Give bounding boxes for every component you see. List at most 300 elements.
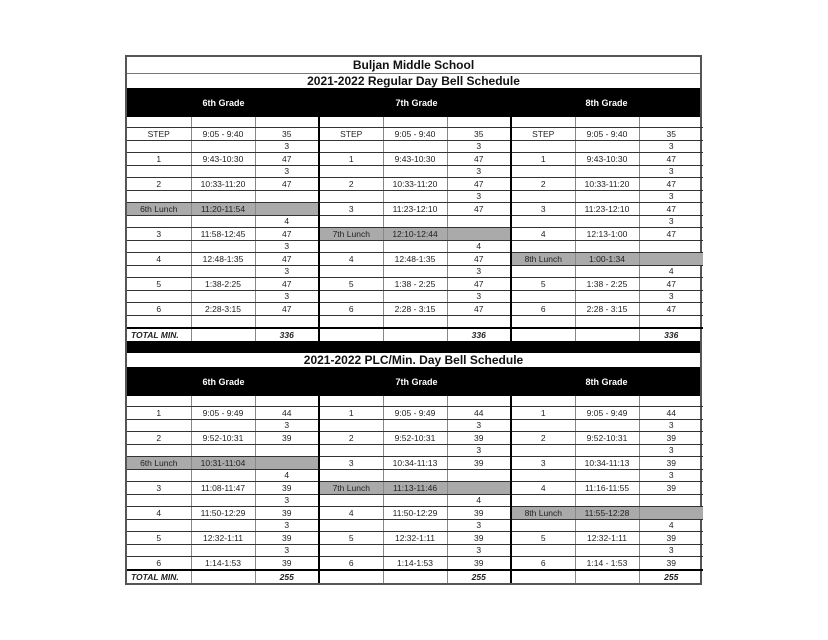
g8-period-cell: 1 <box>511 153 575 166</box>
g8-minutes-cell: 39 <box>639 557 703 571</box>
g6-minutes-cell: 47 <box>255 253 319 266</box>
g8-period-cell <box>511 545 575 557</box>
g6-time-cell <box>191 445 255 457</box>
g6-minutes-cell: 3 <box>255 166 319 178</box>
g6-time-cell: 9:05 - 9:40 <box>191 128 255 141</box>
g6-minutes-cell: 47 <box>255 228 319 241</box>
g8-time-cell: 11:23-12:10 <box>575 203 639 216</box>
g7-minutes-cell: 47 <box>447 253 511 266</box>
g6-minutes-cell: 4 <box>255 216 319 228</box>
g6-period-cell <box>127 241 191 253</box>
g6-time-cell <box>191 291 255 303</box>
g8-period-cell: 2 <box>511 178 575 191</box>
total-minutes-label: TOTAL MIN. <box>127 570 191 583</box>
g7-minutes-cell: 3 <box>447 141 511 153</box>
g7-time-cell: 11:50-12:29 <box>383 507 447 520</box>
g6-time-cell <box>191 216 255 228</box>
g7-time-cell <box>383 191 447 203</box>
g6-minutes-cell <box>255 117 319 128</box>
g8-time-cell <box>575 266 639 278</box>
g8-minutes-cell <box>639 507 703 520</box>
period-row <box>127 303 703 316</box>
g8-time-cell: 9:05 - 9:40 <box>575 128 639 141</box>
g6-time-cell <box>191 266 255 278</box>
g7-time-cell: 11:13-11:46 <box>383 482 447 495</box>
g8-minutes-cell: 3 <box>639 470 703 482</box>
g6-time-cell: 9:05 - 9:49 <box>191 407 255 420</box>
g7-time-cell: 10:34-11:13 <box>383 457 447 470</box>
g6-period-cell: 3 <box>127 482 191 495</box>
g6-minutes-cell: 35 <box>255 128 319 141</box>
g6-time-cell: 1:14-1:53 <box>191 557 255 571</box>
g8-period-cell <box>511 495 575 507</box>
g7-minutes-cell: 47 <box>447 178 511 191</box>
g6-period-cell: 5 <box>127 278 191 291</box>
g8-minutes-cell: 47 <box>639 228 703 241</box>
empty-cell <box>191 570 255 583</box>
empty-cell <box>383 570 447 583</box>
g7-time-cell <box>383 216 447 228</box>
period-row <box>127 407 703 420</box>
g8-time-cell <box>575 445 639 457</box>
g6-minutes-cell <box>255 445 319 457</box>
g8-time-cell: 10:34-11:13 <box>575 457 639 470</box>
g7-time-cell: 9:05 - 9:40 <box>383 128 447 141</box>
total-row <box>127 328 703 341</box>
g6-period-cell: 6 <box>127 303 191 316</box>
g6-period-cell <box>127 420 191 432</box>
g6-minutes-cell: 47 <box>255 303 319 316</box>
g7-time-cell <box>383 141 447 153</box>
g8-period-cell <box>511 216 575 228</box>
g7-period-cell <box>319 166 383 178</box>
g6-minutes-cell: 39 <box>255 432 319 445</box>
g8-time-cell <box>575 470 639 482</box>
g8-period-cell: 4 <box>511 482 575 495</box>
g8-time-cell: 10:33-11:20 <box>575 178 639 191</box>
g8-minutes-cell: 3 <box>639 420 703 432</box>
g8-time-cell <box>575 316 639 329</box>
g6-time-cell: 1:38-2:25 <box>191 278 255 291</box>
g8-time-cell: 1:14 - 1:53 <box>575 557 639 571</box>
g7-time-cell <box>383 445 447 457</box>
g7-minutes-cell: 3 <box>447 420 511 432</box>
g8-time-cell: 11:16-11:55 <box>575 482 639 495</box>
g8-period-cell: 1 <box>511 407 575 420</box>
g7-time-cell: 2:28 - 3:15 <box>383 303 447 316</box>
total-minutes-value: 255 <box>447 570 511 583</box>
g8-minutes-cell: 47 <box>639 153 703 166</box>
period-row <box>127 203 703 216</box>
g6-minutes-cell: 47 <box>255 178 319 191</box>
g8-period-cell: 6 <box>511 557 575 571</box>
passing-row <box>127 191 703 203</box>
g6-period-cell <box>127 191 191 203</box>
g7-period-cell: 5 <box>319 278 383 291</box>
g6-minutes-cell <box>255 203 319 216</box>
g7-time-cell <box>383 396 447 407</box>
g8-period-cell: STEP <box>511 128 575 141</box>
g8-minutes-cell <box>639 316 703 329</box>
g8-period-cell <box>511 420 575 432</box>
g7-period-cell: 4 <box>319 253 383 266</box>
g8-time-cell: 1:00-1:34 <box>575 253 639 266</box>
g8-minutes-cell: 39 <box>639 532 703 545</box>
g6-period-cell: 5 <box>127 532 191 545</box>
g8-period-cell: 5 <box>511 532 575 545</box>
g8-minutes-cell: 44 <box>639 407 703 420</box>
g8-minutes-cell: 47 <box>639 178 703 191</box>
g8-time-cell: 11:55-12:28 <box>575 507 639 520</box>
g6-period-cell: 6th Lunch <box>127 457 191 470</box>
g6-minutes-cell: 47 <box>255 278 319 291</box>
g8-minutes-cell: 35 <box>639 128 703 141</box>
g8-minutes-cell <box>639 495 703 507</box>
g8-time-cell <box>575 241 639 253</box>
g6-period-cell: 2 <box>127 432 191 445</box>
g7-minutes-cell: 39 <box>447 432 511 445</box>
passing-row <box>127 291 703 303</box>
g6-period-cell: 4 <box>127 507 191 520</box>
g6-time-cell <box>191 141 255 153</box>
regular-grade-header <box>127 89 700 117</box>
regular-schedule-title: 2021-2022 Regular Day Bell Schedule <box>127 74 700 89</box>
g6-time-cell: 11:08-11:47 <box>191 482 255 495</box>
g8-time-cell <box>575 545 639 557</box>
g6-minutes-cell: 4 <box>255 470 319 482</box>
g8-period-cell <box>511 291 575 303</box>
g6-minutes-cell: 39 <box>255 507 319 520</box>
g8-period-cell <box>511 117 575 128</box>
g8-minutes-cell: 39 <box>639 482 703 495</box>
empty-cell <box>511 570 575 583</box>
g8-period-cell <box>511 520 575 532</box>
g6-period-cell <box>127 266 191 278</box>
g7-period-cell: 6 <box>319 303 383 316</box>
g6-time-cell <box>191 241 255 253</box>
section-divider <box>127 341 700 353</box>
g7-period-cell: 7th Lunch <box>319 228 383 241</box>
g8-minutes-cell: 47 <box>639 303 703 316</box>
g8-period-cell <box>511 241 575 253</box>
g8-period-cell <box>511 316 575 329</box>
g6-time-cell <box>191 166 255 178</box>
g8-period-cell: 6 <box>511 303 575 316</box>
g6-minutes-cell: 3 <box>255 520 319 532</box>
g7-time-cell: 1:38 - 2:25 <box>383 278 447 291</box>
g7-minutes-cell: 47 <box>447 303 511 316</box>
g7-time-cell <box>383 166 447 178</box>
g6-period-cell <box>127 117 191 128</box>
g6-minutes-cell <box>255 396 319 407</box>
g7-period-cell <box>319 191 383 203</box>
g6-minutes-cell: 3 <box>255 141 319 153</box>
g6-time-cell <box>191 520 255 532</box>
g7-time-cell: 9:52-10:31 <box>383 432 447 445</box>
g7-minutes-cell: 39 <box>447 532 511 545</box>
g6-minutes-cell <box>255 191 319 203</box>
g6-period-cell <box>127 216 191 228</box>
period-row <box>127 128 703 141</box>
spacer-row <box>127 396 703 407</box>
g7-period-cell <box>319 420 383 432</box>
g8-time-cell <box>575 166 639 178</box>
grade-header-6th: 6th Grade <box>202 98 245 108</box>
g6-period-cell <box>127 141 191 153</box>
g7-period-cell <box>319 316 383 329</box>
g7-minutes-cell <box>447 396 511 407</box>
g6-time-cell: 11:20-11:54 <box>191 203 255 216</box>
g7-period-cell <box>319 241 383 253</box>
g7-period-cell: 2 <box>319 432 383 445</box>
g8-minutes-cell: 4 <box>639 520 703 532</box>
g7-period-cell <box>319 495 383 507</box>
g6-minutes-cell <box>255 457 319 470</box>
g6-period-cell: 3 <box>127 228 191 241</box>
passing-row <box>127 520 703 532</box>
passing-row <box>127 316 703 329</box>
g8-time-cell <box>575 520 639 532</box>
g7-time-cell <box>383 520 447 532</box>
g8-period-cell: 3 <box>511 203 575 216</box>
g7-period-cell: 4 <box>319 507 383 520</box>
school-name: Buljan Middle School <box>127 57 700 74</box>
g7-time-cell <box>383 291 447 303</box>
passing-row <box>127 495 703 507</box>
g6-period-cell <box>127 166 191 178</box>
g6-minutes-cell <box>255 316 319 329</box>
g7-period-cell: 2 <box>319 178 383 191</box>
g8-minutes-cell: 3 <box>639 445 703 457</box>
g7-minutes-cell: 44 <box>447 407 511 420</box>
period-row <box>127 482 703 495</box>
g6-period-cell: 1 <box>127 407 191 420</box>
g7-period-cell: 3 <box>319 457 383 470</box>
g8-time-cell <box>575 291 639 303</box>
g8-minutes-cell: 3 <box>639 545 703 557</box>
g6-time-cell <box>191 191 255 203</box>
g7-minutes-cell: 3 <box>447 266 511 278</box>
grade-header-8th: 8th Grade <box>585 377 628 387</box>
period-row <box>127 253 703 266</box>
g7-time-cell <box>383 545 447 557</box>
g8-minutes-cell: 3 <box>639 216 703 228</box>
period-row <box>127 278 703 291</box>
g6-period-cell <box>127 470 191 482</box>
g8-minutes-cell <box>639 253 703 266</box>
period-row <box>127 228 703 241</box>
g7-minutes-cell: 39 <box>447 507 511 520</box>
g8-period-cell: 3 <box>511 457 575 470</box>
g8-time-cell: 1:38 - 2:25 <box>575 278 639 291</box>
g7-minutes-cell <box>447 316 511 329</box>
g6-minutes-cell: 47 <box>255 153 319 166</box>
g8-minutes-cell: 39 <box>639 432 703 445</box>
passing-row <box>127 545 703 557</box>
g8-period-cell <box>511 191 575 203</box>
g8-period-cell <box>511 396 575 407</box>
g7-period-cell <box>319 117 383 128</box>
g7-period-cell <box>319 216 383 228</box>
g8-time-cell <box>575 420 639 432</box>
g6-time-cell <box>191 420 255 432</box>
empty-cell <box>383 328 447 341</box>
g6-minutes-cell: 3 <box>255 266 319 278</box>
g8-period-cell <box>511 266 575 278</box>
g6-period-cell <box>127 495 191 507</box>
g8-period-cell: 5 <box>511 278 575 291</box>
passing-row <box>127 216 703 228</box>
total-minutes-value: 336 <box>639 328 703 341</box>
g8-time-cell <box>575 141 639 153</box>
g8-period-cell: 4 <box>511 228 575 241</box>
g7-time-cell: 9:05 - 9:49 <box>383 407 447 420</box>
g6-period-cell <box>127 445 191 457</box>
empty-cell <box>575 570 639 583</box>
g7-period-cell <box>319 445 383 457</box>
g7-minutes-cell: 3 <box>447 445 511 457</box>
total-minutes-value: 336 <box>447 328 511 341</box>
g6-period-cell <box>127 520 191 532</box>
g7-minutes-cell: 3 <box>447 191 511 203</box>
g8-time-cell: 2:28 - 3:15 <box>575 303 639 316</box>
g7-period-cell: 1 <box>319 153 383 166</box>
grade-header-6th: 6th Grade <box>202 377 245 387</box>
g8-time-cell <box>575 495 639 507</box>
g6-minutes-cell: 39 <box>255 482 319 495</box>
g8-minutes-cell <box>639 117 703 128</box>
g8-minutes-cell <box>639 396 703 407</box>
g7-minutes-cell: 35 <box>447 128 511 141</box>
g8-time-cell <box>575 216 639 228</box>
g6-minutes-cell: 39 <box>255 557 319 571</box>
g8-period-cell <box>511 470 575 482</box>
g7-period-cell <box>319 396 383 407</box>
g7-minutes-cell <box>447 216 511 228</box>
g7-time-cell <box>383 420 447 432</box>
g6-time-cell: 12:32-1:11 <box>191 532 255 545</box>
g7-period-cell: STEP <box>319 128 383 141</box>
g8-time-cell <box>575 191 639 203</box>
spacer-row <box>127 117 703 128</box>
g6-minutes-cell: 3 <box>255 545 319 557</box>
g7-minutes-cell: 3 <box>447 166 511 178</box>
g7-period-cell: 3 <box>319 203 383 216</box>
g7-minutes-cell: 39 <box>447 557 511 571</box>
g8-time-cell: 9:05 - 9:49 <box>575 407 639 420</box>
g8-time-cell: 12:32-1:11 <box>575 532 639 545</box>
g6-minutes-cell: 39 <box>255 532 319 545</box>
g7-minutes-cell <box>447 482 511 495</box>
g7-minutes-cell <box>447 470 511 482</box>
g7-minutes-cell: 47 <box>447 278 511 291</box>
g8-minutes-cell: 3 <box>639 166 703 178</box>
g6-time-cell <box>191 396 255 407</box>
g8-minutes-cell: 3 <box>639 291 703 303</box>
g6-minutes-cell: 44 <box>255 407 319 420</box>
plc-grade-header <box>127 368 700 396</box>
g7-time-cell <box>383 117 447 128</box>
g7-minutes-cell: 4 <box>447 241 511 253</box>
g7-period-cell <box>319 141 383 153</box>
g8-minutes-cell: 3 <box>639 191 703 203</box>
total-row <box>127 570 703 583</box>
g8-period-cell <box>511 445 575 457</box>
plc-schedule-table <box>127 396 703 583</box>
empty-cell <box>191 328 255 341</box>
period-row <box>127 153 703 166</box>
total-minutes-label: TOTAL MIN. <box>127 328 191 341</box>
g8-time-cell <box>575 396 639 407</box>
g7-time-cell <box>383 266 447 278</box>
g6-period-cell: 1 <box>127 153 191 166</box>
g8-minutes-cell: 39 <box>639 457 703 470</box>
g6-period-cell: 6 <box>127 557 191 571</box>
g6-time-cell <box>191 316 255 329</box>
g7-minutes-cell <box>447 117 511 128</box>
period-row <box>127 557 703 571</box>
g6-period-cell: 6th Lunch <box>127 203 191 216</box>
g7-time-cell <box>383 470 447 482</box>
g6-minutes-cell: 3 <box>255 291 319 303</box>
passing-row <box>127 420 703 432</box>
period-row <box>127 178 703 191</box>
g8-minutes-cell: 4 <box>639 266 703 278</box>
g6-time-cell <box>191 495 255 507</box>
g7-period-cell: 1 <box>319 407 383 420</box>
g8-period-cell: 8th Lunch <box>511 253 575 266</box>
g6-minutes-cell: 3 <box>255 420 319 432</box>
g8-minutes-cell: 47 <box>639 278 703 291</box>
g6-time-cell <box>191 470 255 482</box>
g6-time-cell: 2:28-3:15 <box>191 303 255 316</box>
g8-time-cell: 9:43-10:30 <box>575 153 639 166</box>
g7-time-cell: 12:32-1:11 <box>383 532 447 545</box>
g8-minutes-cell <box>639 241 703 253</box>
g6-period-cell <box>127 396 191 407</box>
total-minutes-value: 255 <box>255 570 319 583</box>
g8-minutes-cell: 3 <box>639 141 703 153</box>
grade-header-7th: 7th Grade <box>395 98 438 108</box>
g7-period-cell <box>319 266 383 278</box>
g7-time-cell: 12:48-1:35 <box>383 253 447 266</box>
empty-cell <box>575 328 639 341</box>
g7-minutes-cell: 3 <box>447 545 511 557</box>
g7-time-cell: 12:10-12:44 <box>383 228 447 241</box>
period-row <box>127 507 703 520</box>
g7-minutes-cell: 3 <box>447 520 511 532</box>
g6-time-cell: 12:48-1:35 <box>191 253 255 266</box>
g7-time-cell: 9:43-10:30 <box>383 153 447 166</box>
g8-minutes-cell: 47 <box>639 203 703 216</box>
empty-cell <box>319 570 383 583</box>
bell-schedule-document <box>125 55 702 585</box>
g8-period-cell: 8th Lunch <box>511 507 575 520</box>
g6-time-cell: 9:43-10:30 <box>191 153 255 166</box>
passing-row <box>127 141 703 153</box>
g7-period-cell <box>319 545 383 557</box>
g7-period-cell <box>319 291 383 303</box>
g6-time-cell: 11:58-12:45 <box>191 228 255 241</box>
g8-period-cell <box>511 166 575 178</box>
grade-header-8th: 8th Grade <box>585 98 628 108</box>
g6-period-cell <box>127 291 191 303</box>
period-row <box>127 532 703 545</box>
g7-minutes-cell: 3 <box>447 291 511 303</box>
g6-period-cell <box>127 545 191 557</box>
grade-header-7th: 7th Grade <box>395 377 438 387</box>
passing-row <box>127 470 703 482</box>
